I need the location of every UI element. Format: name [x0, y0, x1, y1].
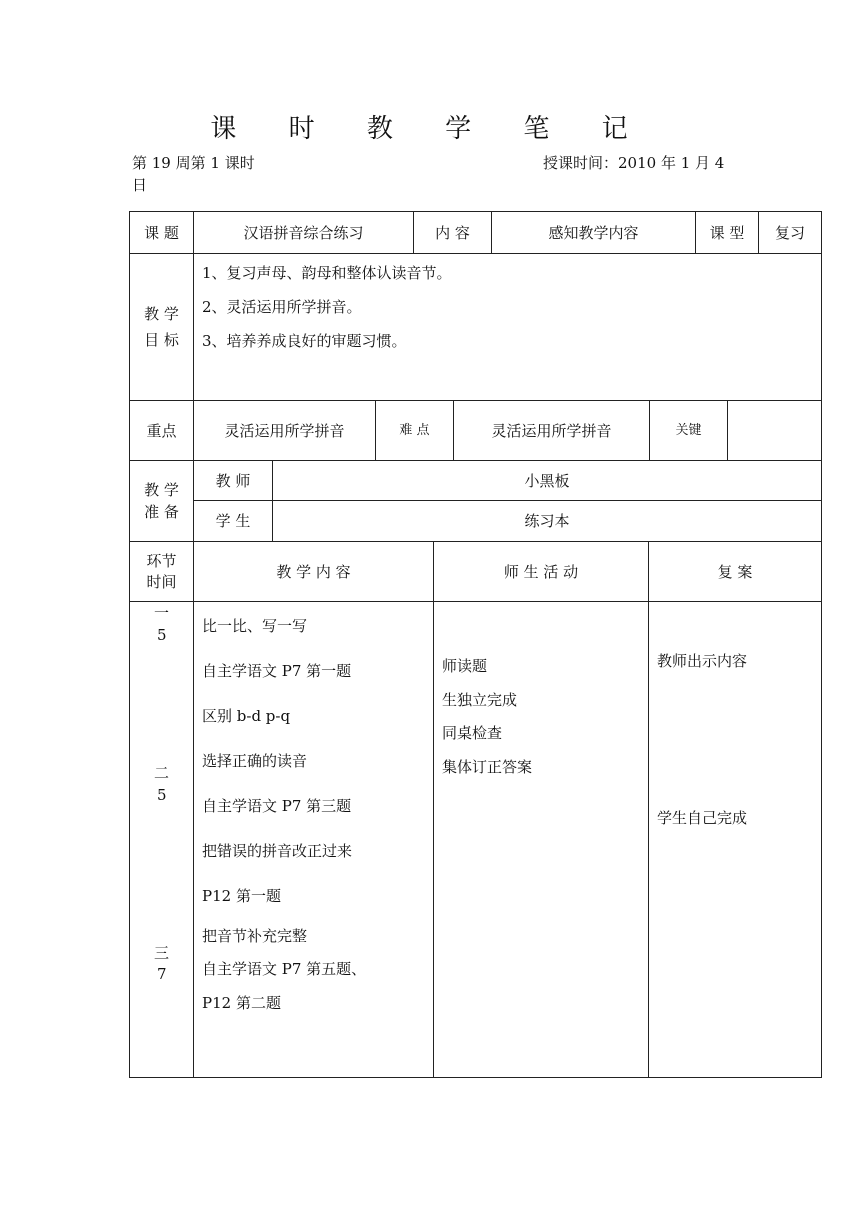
goals-label-line2: 目 标 [144, 331, 179, 349]
content-line: P12 第一题 [202, 887, 281, 905]
content-line: 比一比、写一写 [202, 617, 308, 635]
content-line: 区别 b-d p-q [202, 707, 291, 725]
goals-label [130, 254, 193, 400]
stage-header-line2: 时间 [146, 572, 177, 591]
topic-value: 汉语拼音综合练习 [243, 223, 364, 242]
activity-line: 生独立完成 [442, 691, 518, 709]
content-line: P12 第二题 [202, 994, 281, 1012]
content-value: 感知教学内容 [548, 223, 639, 242]
stage-name: 三 [154, 944, 170, 962]
activity-line: 师读题 [442, 657, 488, 675]
activity-line: 同桌检查 [442, 724, 503, 742]
review-line: 学生自己完成 [657, 809, 748, 827]
class-time: 授课时间：2010 年 1 月 4 [543, 154, 725, 172]
crux-value [728, 401, 821, 460]
key-point-label: 重点 [146, 421, 177, 440]
student-materials: 练习本 [524, 512, 570, 530]
stage-name: 二 [154, 764, 170, 782]
week-lesson: 第 19 周第 1 课时 [132, 154, 255, 172]
content-line: 把音节补充完整 [202, 927, 308, 945]
student-label: 学 生 [215, 512, 251, 530]
review-line: 教师出示内容 [657, 652, 748, 670]
goal-item: 2、灵活运用所学拼音。 [202, 298, 362, 316]
stage-time: 5 [157, 626, 167, 644]
difficulty-label: 难 点 [399, 422, 430, 438]
stage-time: 7 [157, 965, 167, 983]
stage-name: 一 [154, 604, 170, 622]
difficulty-value: 灵活运用所学拼音 [491, 421, 612, 440]
stage-header-line1: 环节 [146, 551, 177, 570]
stage-time: 5 [157, 786, 167, 804]
content-line: 选择正确的读音 [202, 752, 308, 770]
goals-label-line1: 教 学 [144, 305, 179, 323]
stage-time-header [130, 542, 193, 601]
teacher-materials: 小黑板 [524, 471, 570, 490]
prep-label [130, 461, 193, 541]
page-title: 课 时 教 学 笔 记 [210, 114, 650, 144]
lesson-type-label: 课 型 [709, 223, 745, 242]
goal-item: 1、复习声母、韵母和整体认读音节。 [202, 264, 452, 282]
lesson-type-value: 复习 [774, 223, 805, 242]
content-header: 教 学 内 容 [276, 562, 351, 581]
content-label: 内 容 [435, 223, 470, 242]
class-time-wrap: 日 [132, 176, 148, 194]
activity-line: 集体订正答案 [442, 758, 533, 776]
goal-item: 3、培养养成良好的审题习惯。 [202, 332, 407, 350]
activity-header: 师 生 活 动 [503, 562, 579, 581]
content-line: 自主学语文 P7 第五题、 [202, 960, 367, 978]
crux-label: 关键 [675, 422, 702, 438]
content-line: 自主学语文 P7 第三题 [202, 797, 352, 815]
topic-label: 课 题 [144, 223, 179, 242]
prep-label-line1: 教 学 [144, 481, 179, 499]
teacher-label: 教 师 [215, 471, 251, 490]
prep-label-line2: 准 备 [144, 503, 179, 521]
key-point-value: 灵活运用所学拼音 [224, 421, 345, 440]
content-line: 自主学语文 P7 第一题 [202, 662, 352, 680]
review-header: 复 案 [717, 562, 753, 581]
content-line: 把错误的拼音改正过来 [202, 842, 353, 860]
